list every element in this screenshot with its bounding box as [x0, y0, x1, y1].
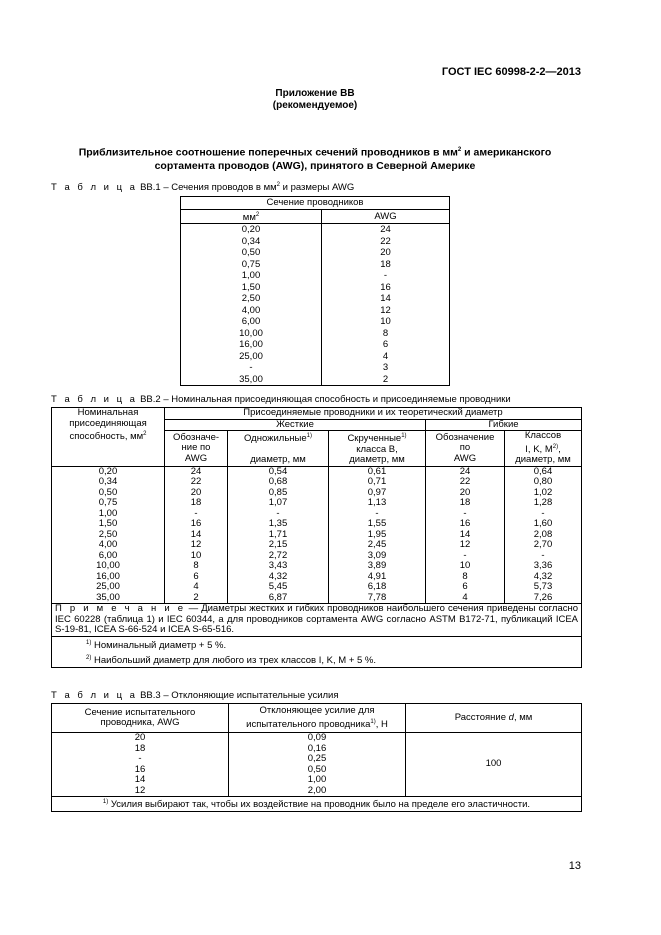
table1	[180, 196, 450, 386]
cell-distance: 100	[485, 758, 502, 770]
cell-flex-awg: 24	[426, 466, 505, 477]
cell-stranded: 2,45	[329, 540, 426, 551]
table2-h-nominal: Номинальная присоединяющая способность, $мм^2$	[52, 408, 165, 467]
table-row	[181, 362, 450, 374]
cell-nominal: 1,00	[52, 509, 165, 520]
cell-awg: 18	[52, 744, 229, 755]
table-row	[181, 351, 450, 363]
table-row	[52, 530, 582, 541]
cell-solid: 1,35	[228, 519, 329, 530]
table2-h-stranded: Скрученные$^{1)}$ класса В, диаметр, мм	[329, 431, 426, 467]
cell-awg: 12	[165, 540, 228, 551]
cell-flex-awg: 6	[426, 582, 505, 593]
table-row	[52, 519, 582, 530]
table2-h-flex-awg: Обозначение по AWG	[426, 431, 505, 467]
table3-h-force: Отклоняющее усилие для испытательного проводника$^{1)}$, Н	[229, 704, 406, 733]
cell-awg: 16	[52, 765, 229, 776]
cell-awg: 2	[382, 373, 389, 385]
cell-awg: -	[165, 509, 228, 520]
cell-flex-awg: 16	[426, 519, 505, 530]
cell-awg: 4	[382, 350, 389, 362]
cell-stranded: 3,09	[329, 551, 426, 562]
annex-subtitle: (рекомендуемое)	[272, 100, 358, 111]
cell-nominal: 4,00	[52, 540, 165, 551]
cell-nominal: 1,50	[52, 519, 165, 530]
cell-classes: 1,60	[505, 519, 582, 530]
cell-mm2: 10,00	[181, 328, 322, 340]
cell-classes: 1,02	[505, 488, 582, 499]
cell-awg: 3	[382, 362, 389, 374]
cell-classes: 1,28	[505, 498, 582, 509]
cell-awg: 12	[52, 786, 229, 797]
cell-awg: 14	[380, 293, 391, 305]
cell-awg: 6	[382, 339, 389, 351]
cell-stranded: 0,71	[329, 477, 426, 488]
cell-mm2: 0,75	[181, 259, 322, 271]
page-number: 13	[568, 860, 581, 872]
cell-awg: 2	[165, 593, 228, 604]
cell-solid: 5,45	[228, 582, 329, 593]
cell-awg: 8	[165, 561, 228, 572]
cell-force: 0,25	[229, 754, 406, 765]
cell-awg: 6	[165, 572, 228, 583]
title-line2: сортамента проводов (AWG), принятого в Северной Америке	[154, 159, 476, 172]
table1-col-mm2: $мм^2$	[181, 209, 322, 224]
table-row	[181, 339, 450, 351]
table-row	[52, 509, 582, 520]
cell-classes: 4,32	[505, 572, 582, 583]
cell-classes: 2,70	[505, 540, 582, 551]
cell-classes: 3,36	[505, 561, 582, 572]
table-row	[52, 466, 582, 477]
table1-header: Сечение проводников	[181, 197, 450, 210]
cell-stranded: -	[329, 509, 426, 520]
table1-caption: Т а б л и ц а ВВ.1 – Сечения проводов в $мм^2$ и размеры AWG	[51, 182, 355, 194]
cell-awg: 20	[165, 488, 228, 499]
cell-solid: -	[228, 509, 329, 520]
table-row	[181, 305, 450, 317]
cell-stranded: 4,91	[329, 572, 426, 583]
table-row	[181, 259, 450, 271]
cell-flex-awg: 14	[426, 530, 505, 541]
cell-classes: -	[505, 509, 582, 520]
table2-footnote-1: $^{1)}$ Номинальный диаметр + 5 %.	[52, 636, 582, 652]
cell-nominal: 0,75	[52, 498, 165, 509]
table2-note: П р и м е ч а н и е — Диаметры жестких и гибких проводников наибольшего сечения приведены согласно IEC 60228 (таблица 1) и IEC 60344, а для проводников сортамента AWG согласно ASTM B172-71, публикаций ICEA S-19-81, ICEA S-66-524 и ICEA S-65-516.	[52, 604, 582, 637]
table2-h-classes: Классов I, K, $M^{2)}$, диаметр, мм	[505, 431, 582, 467]
standard-header: ГОСТ IEC 60998-2-2—2013	[441, 66, 581, 78]
table-row	[181, 293, 450, 305]
cell-stranded: 1,13	[329, 498, 426, 509]
cell-stranded: 0,61	[329, 466, 426, 477]
cell-flex-awg: -	[426, 551, 505, 562]
cell-nominal: 16,00	[52, 572, 165, 583]
cell-awg: 12	[380, 304, 391, 316]
cell-stranded: 1,95	[329, 530, 426, 541]
cell-stranded: 0,97	[329, 488, 426, 499]
table-row	[52, 572, 582, 583]
table-row	[181, 328, 450, 340]
cell-awg: 14	[52, 775, 229, 786]
cell-nominal: 35,00	[52, 593, 165, 604]
cell-solid: 4,32	[228, 572, 329, 583]
cell-force: 0,16	[229, 744, 406, 755]
cell-flex-awg: 4	[426, 593, 505, 604]
cell-flex-awg: 12	[426, 540, 505, 551]
cell-mm2: 16,00	[181, 339, 322, 351]
cell-solid: 0,85	[228, 488, 329, 499]
table1-body	[181, 224, 450, 386]
table-row	[181, 316, 450, 328]
cell-mm2: 0,20	[181, 224, 322, 236]
cell-mm2: 0,50	[181, 247, 322, 259]
cell-force: 0,50	[229, 765, 406, 776]
table-row	[52, 561, 582, 572]
cell-awg: 16	[165, 519, 228, 530]
cell-nominal: 25,00	[52, 582, 165, 593]
table3-footnote: $^{1)}$ Усилия выбирают так, чтобы их воздействие на проводник было на пределе его эластичности.	[52, 797, 582, 812]
table2-h-flexible: Гибкие	[426, 419, 582, 431]
cell-force: 1,00	[229, 775, 406, 786]
table2-footnote-2: $^{2)}$ Наибольший диаметр для любого из трех классов I, K, M + 5 %.	[86, 654, 377, 666]
cell-flex-awg: -	[426, 509, 505, 520]
cell-awg: 22	[380, 235, 391, 247]
table2-h-solid: Одножильные$^{1)}$ диаметр, мм	[228, 431, 329, 467]
cell-solid: 1,07	[228, 498, 329, 509]
table-row	[52, 582, 582, 593]
table-row	[181, 236, 450, 248]
cell-classes: 2,08	[505, 530, 582, 541]
cell-classes: 0,64	[505, 466, 582, 477]
title-line1a: Приблизительное соотношение поперечных сечений проводников в мм	[78, 146, 458, 159]
cell-flex-awg: 18	[426, 498, 505, 509]
cell-solid: 0,68	[228, 477, 329, 488]
table-row	[52, 477, 582, 488]
table2-h-awg: Обозначе- ние по AWG	[165, 431, 228, 467]
cell-awg: -	[383, 270, 388, 282]
cell-awg: 18	[380, 258, 391, 270]
cell-mm2: 1,50	[181, 282, 322, 294]
cell-awg: 10	[165, 551, 228, 562]
table-row	[181, 282, 450, 294]
cell-stranded: 3,89	[329, 561, 426, 572]
cell-awg: -	[52, 754, 229, 765]
cell-awg: 16	[380, 281, 391, 293]
table3-caption: Т а б л и ц а ВВ.3 – Отклоняющие испытательные усилия	[51, 690, 339, 701]
cell-stranded: 7,78	[329, 593, 426, 604]
cell-awg: 4	[165, 582, 228, 593]
cell-awg: 24	[380, 224, 391, 236]
table2-h-conductors: Присоединяемые проводники и их теоретический диаметр	[165, 408, 582, 420]
cell-nominal: 0,34	[52, 477, 165, 488]
cell-nominal: 2,50	[52, 530, 165, 541]
table-row	[181, 247, 450, 259]
table-row	[181, 224, 450, 236]
main-title	[40, 144, 590, 173]
table2-h-rigid: Жесткие	[165, 419, 426, 431]
table2-caption: Т а б л и ц а ВВ.2 – Номинальная присоединяющая способность и присоединяемые проводники	[51, 394, 511, 405]
cell-mm2: -	[181, 362, 322, 374]
cell-nominal: 6,00	[52, 551, 165, 562]
table-row	[52, 488, 582, 499]
cell-awg: 10	[380, 316, 391, 328]
table-row	[52, 551, 582, 562]
cell-awg: 24	[165, 466, 228, 477]
table3-h-distance: Расстояние d, мм	[406, 704, 582, 733]
cell-awg: 14	[165, 530, 228, 541]
table1-col-awg: AWG	[322, 209, 450, 224]
cell-solid: 0,54	[228, 466, 329, 477]
title-sup: 2	[457, 147, 462, 153]
cell-flex-awg: 10	[426, 561, 505, 572]
table-row	[52, 593, 582, 604]
cell-nominal: 0,20	[52, 466, 165, 477]
cell-mm2: 35,00	[181, 374, 322, 386]
table2	[51, 407, 582, 668]
cell-stranded: 1,55	[329, 519, 426, 530]
cell-mm2: 6,00	[181, 316, 322, 328]
table-row	[181, 374, 450, 386]
cell-flex-awg: 8	[426, 572, 505, 583]
cell-classes: -	[505, 551, 582, 562]
cell-stranded: 6,18	[329, 582, 426, 593]
title-line1b: и американского	[461, 146, 552, 159]
cell-classes: 7,26	[505, 593, 582, 604]
table3-body	[52, 733, 582, 797]
cell-flex-awg: 20	[426, 488, 505, 499]
cell-nominal: 0,50	[52, 488, 165, 499]
cell-force: 2,00	[229, 786, 406, 797]
cell-awg: 20	[380, 247, 391, 259]
cell-awg: 20	[52, 733, 229, 744]
cell-mm2: 1,00	[181, 270, 322, 282]
cell-awg: 22	[165, 477, 228, 488]
cell-mm2: 25,00	[181, 351, 322, 363]
cell-awg: 18	[165, 498, 228, 509]
cell-nominal: 10,00	[52, 561, 165, 572]
cell-classes: 5,73	[505, 582, 582, 593]
table-row	[52, 498, 582, 509]
cell-classes: 0,80	[505, 477, 582, 488]
table3	[51, 703, 582, 812]
cell-force: 0,09	[229, 733, 406, 744]
table3-h-awg: Сечение испытательного проводника, AWG	[52, 704, 229, 733]
table-row	[181, 270, 450, 282]
cell-mm2: 2,50	[181, 293, 322, 305]
annex-title: Приложение ВВ	[275, 88, 355, 99]
cell-solid: 2,72	[228, 551, 329, 562]
table-row	[52, 733, 582, 744]
cell-mm2: 4,00	[181, 305, 322, 317]
cell-solid: 1,71	[228, 530, 329, 541]
cell-mm2: 0,34	[181, 236, 322, 248]
table-row	[52, 540, 582, 551]
cell-awg: 8	[382, 327, 389, 339]
table2-body	[52, 466, 582, 604]
cell-solid: 2,15	[228, 540, 329, 551]
cell-solid: 6,87	[228, 593, 329, 604]
cell-flex-awg: 22	[426, 477, 505, 488]
cell-solid: 3,43	[228, 561, 329, 572]
annex-heading	[0, 88, 630, 112]
